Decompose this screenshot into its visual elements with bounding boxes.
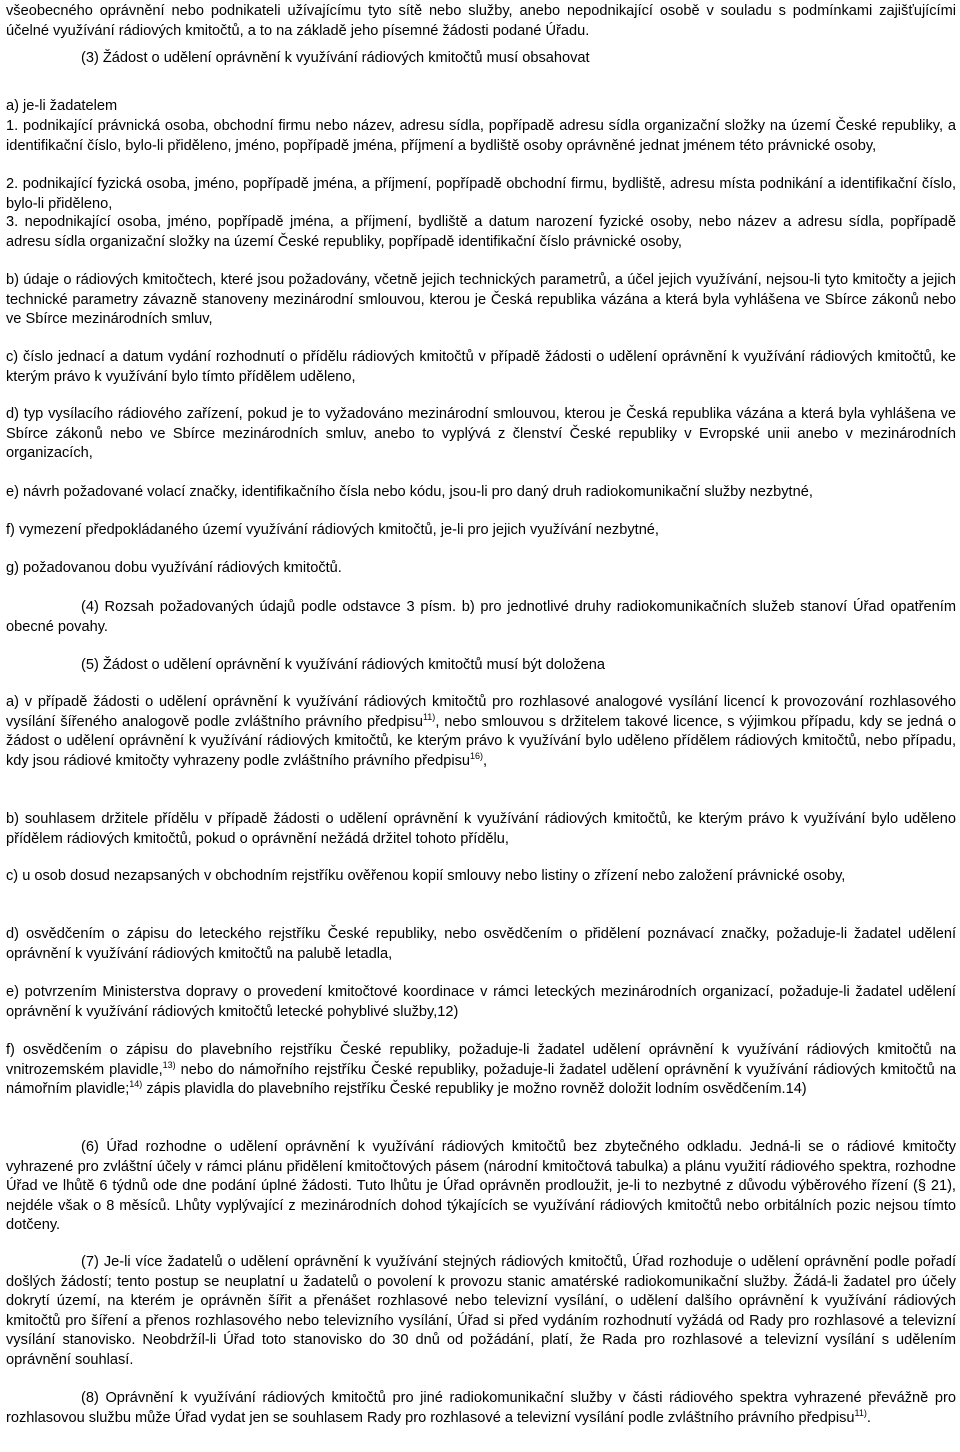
section-5-heading: (5) Žádost o udělení oprávnění k využívání rádiových kmitočtů musí být doložena (81, 657, 606, 673)
item-a-3: 3. nepodnikající osoba, jméno, popřípadě jména, a příjmení, bydliště a datum narození fyzické osoby, nebo název a adresu sídla, popřípadě adresu sídla organizační složky na území České republiky, popřípadě identifikační číslo právnické osoby, (6, 214, 956, 250)
item-a-1: 1. podnikající právnická osoba, obchodní firmu nebo název, adresu sídla, popřípadě adresu sídla organizační složky na území České republiky, a identifikační číslo, bylo-li přiděleno, jméno, popřípadě jména, příjmení a bydliště osoby oprávněné jednat jménem této právnické osoby, (6, 118, 956, 154)
item-5b: b) souhlasem držitele přídělu v případě žádosti o udělení oprávnění k využívání rádiových kmitočtů, ke kterým právo k využívání bylo uděleno přídělem rádiových kmitočtů, pokud o oprávnění nežádá držitel tohoto přídělu, (6, 811, 956, 847)
footnote-ref-16: 16) (470, 750, 484, 761)
item-d: d) typ vysílacího rádiového zařízení, pokud je to vyžadováno mezinárodní smlouvou, kterou je Česká republika vázána a která byla vyhlášena ve Sbírce zákonů nebo ve Sbírce mezinárodních smluv, anebo to vyplývá z členství České republiky v Evropské unii anebo v mezinárodních organizacích, (6, 406, 956, 462)
item-5f-text-1: f) osvědčením o zápisu do plavebního rejstříku České republiky, požaduje-li žadatel udělení oprávnění k využívání rádiových kmitočtů na vnitrozemském plavidle, (6, 1042, 956, 1078)
section-8-text-1: (8) Oprávnění k využívání rádiových kmitočtů pro jiné radiokomunikační služby v části rádiového spektra vyhrazené převážně pro rozhlasovou službu může Úřad vydat jen se souhlasem Rady pro rozhlasové a televizní vysílání podle zvláštního právního předpisu (6, 1390, 956, 1426)
item-e: e) návrh požadované volací značky, identifikačního čísla nebo kódu, jsou-li pro daný druh radiokomunikační služby nezbytné, (6, 484, 813, 500)
footnote-ref-14: 14) (129, 1079, 143, 1090)
section-4: (4) Rozsah požadovaných údajů podle odstavce 3 písm. b) pro jednotlivé druhy radiokomunikačních služeb stanoví Úřad opatřením obecné povahy. (6, 599, 956, 635)
item-5f-text-3: zápis plavidla do plavebního rejstříku České republiky je možno rovněž doložit lodním osvědčením.14) (142, 1081, 807, 1098)
item-5f-text-2: nebo do námořního rejstříku České republiky, požaduje-li žadatel udělení oprávnění k využívání rádiových kmitočtů na námořním plavidle; (6, 1061, 956, 1098)
section-3-heading: (3) Žádost o udělení oprávnění k využívání rádiových kmitočtů musí obsahovat (81, 50, 590, 66)
item-5a (6, 693, 956, 771)
footnote-ref-13: 13) (162, 1059, 176, 1070)
item-5e: e) potvrzením Ministerstva dopravy o provedení kmitočtové koordinace v rámci leteckých mezinárodních organizací, požaduje-li žadatel udělení oprávnění k využívání rádiových kmitočtů letecké pohyblivé služby,12) (6, 984, 956, 1020)
section-6: (6) Úřad rozhodne o udělení oprávnění k využívání rádiových kmitočtů bez zbytečného odkladu. Jedná-li se o rádiové kmitočty vyhrazené pro zvláštní účely v rámci plánu přidělení kmitočtových pásem (národní kmitočtová tabulka) a plánu využití rádiového spektra, rozhodne Úřad ve lhůtě 6 týdnů ode dne podání úplné žádosti. Tuto lhůtu je Úřad oprávněn prodloužit, je-li to nezbytné z důvodu výběrového řízení (§ 21), nejdéle však o 8 měsíců. Lhůty vyplývající z mezinárodních dohod týkajících se využívání rádiových kmitočtů nebo orbitálních pozic nejsou tímto dotčeny. (6, 1139, 956, 1234)
item-5c: c) u osob dosud nezapsaných v obchodním rejstříku ověřenou kopií smlouvy nebo listiny o zřízení nebo založení právnické osoby, (6, 868, 846, 884)
item-c: c) číslo jednací a datum vydání rozhodnutí o přídělu rádiových kmitočtů v případě žádosti o udělení oprávnění k využívání rádiových kmitočtů, ke kterým právo k využívání bylo tímto přídělem uděleno, (6, 349, 956, 385)
footnote-ref-11: 11) (422, 711, 436, 722)
item-g: g) požadovanou dobu využívání rádiových kmitočtů. (6, 560, 342, 576)
item-f: f) vymezení předpokládaného území využívání rádiových kmitočtů, je-li pro jejich využívání nezbytné, (6, 522, 659, 538)
section-7: (7) Je-li více žadatelů o udělení oprávnění k využívání stejných rádiových kmitočtů, Úřad rozhoduje o udělení oprávnění podle pořadí došlých žádostí; tento postup se neuplatní u žadatelů o povolení k provozu stanic amatérské radiokomunikační služby. Žádá-li žadatel pro účely dokrytí území, na kterém je oprávněn šířit a přenášet rozhlasové nebo televizní vysílání, o udělení dalšího oprávnění k využívání rádiových kmitočtů pro šíření a přenos rozhlasového nebo televizního vysílání, Úřad si před vydáním rozhodnutí vyžádá od Rady pro rozhlasové a televizní vysílání stanovisko. Neobdržíl-li Úřad toto stanovisko do 30 dnů od požádání, platí, že Rada pro rozhlasové a televizní vysílání s udělením oprávnění souhlasí. (6, 1254, 956, 1368)
item-a-heading: a) je-li žadatelem (6, 98, 118, 114)
item-5a-text-2: , nebo smlouvou s držitelem takové licence, s výjimkou případu, kdy se jedná o žádost o udělení oprávnění k využívání rádiových kmitočtů, ke kterým právo k využívání bylo uděleno přídělem rádiových kmitočtů, nebo případu, kdy jsou rádiové kmitočty vyhrazeny podle zvláštního právního předpisu (6, 713, 956, 769)
item-5d: d) osvědčením o zápisu do leteckého rejstříku České republiky, nebo osvědčením o přidělení poznávací značky, požaduje-li žadatel udělení oprávnění k využívání rádiových kmitočtů na palubě letadla, (6, 926, 956, 962)
item-5f (6, 1041, 956, 1100)
section-8 (6, 1389, 956, 1428)
item-5a-text-3: , (483, 752, 488, 769)
section-8-text-2: . (866, 1409, 871, 1426)
footnote-ref-11b: 11) (854, 1407, 867, 1418)
item-a-2: 2. podnikající fyzická osoba, jméno, popřípadě jména, a příjmení, popřípadě obchodní firmu, bydliště, adresu místa podnikání a identifikační číslo, bylo-li přiděleno, (6, 176, 956, 212)
paragraph-intro: všeobecného oprávnění nebo podnikateli užívajícímu tyto sítě nebo služby, anebo nepodnikající osobě v souladu s podmínkami zajišťujícími účelné využívání rádiových kmitočtů, a to na základě jeho písemné žádosti podané Úřadu. (6, 3, 956, 39)
item-b: b) údaje o rádiových kmitočtech, které jsou požadovány, včetně jejich technických parametrů, a účel jejich využívání, nejsou-li tyto kmitočty a jejich technické parametry závazně stanoveny mezinárodní smlouvou, kterou je Česká republika vázána a která byla vyhlášena ve Sbírce zákonů nebo ve Sbírce mezinárodních smluv, (6, 272, 956, 328)
item-5a-text-1: a) v případě žádosti o udělení oprávnění k využívání rádiových kmitočtů pro rozhlasové analogové vysílání licencí k provozování rozhlasového vysílání šířeného analogově podle zvláštního právního předpisu (6, 694, 956, 730)
